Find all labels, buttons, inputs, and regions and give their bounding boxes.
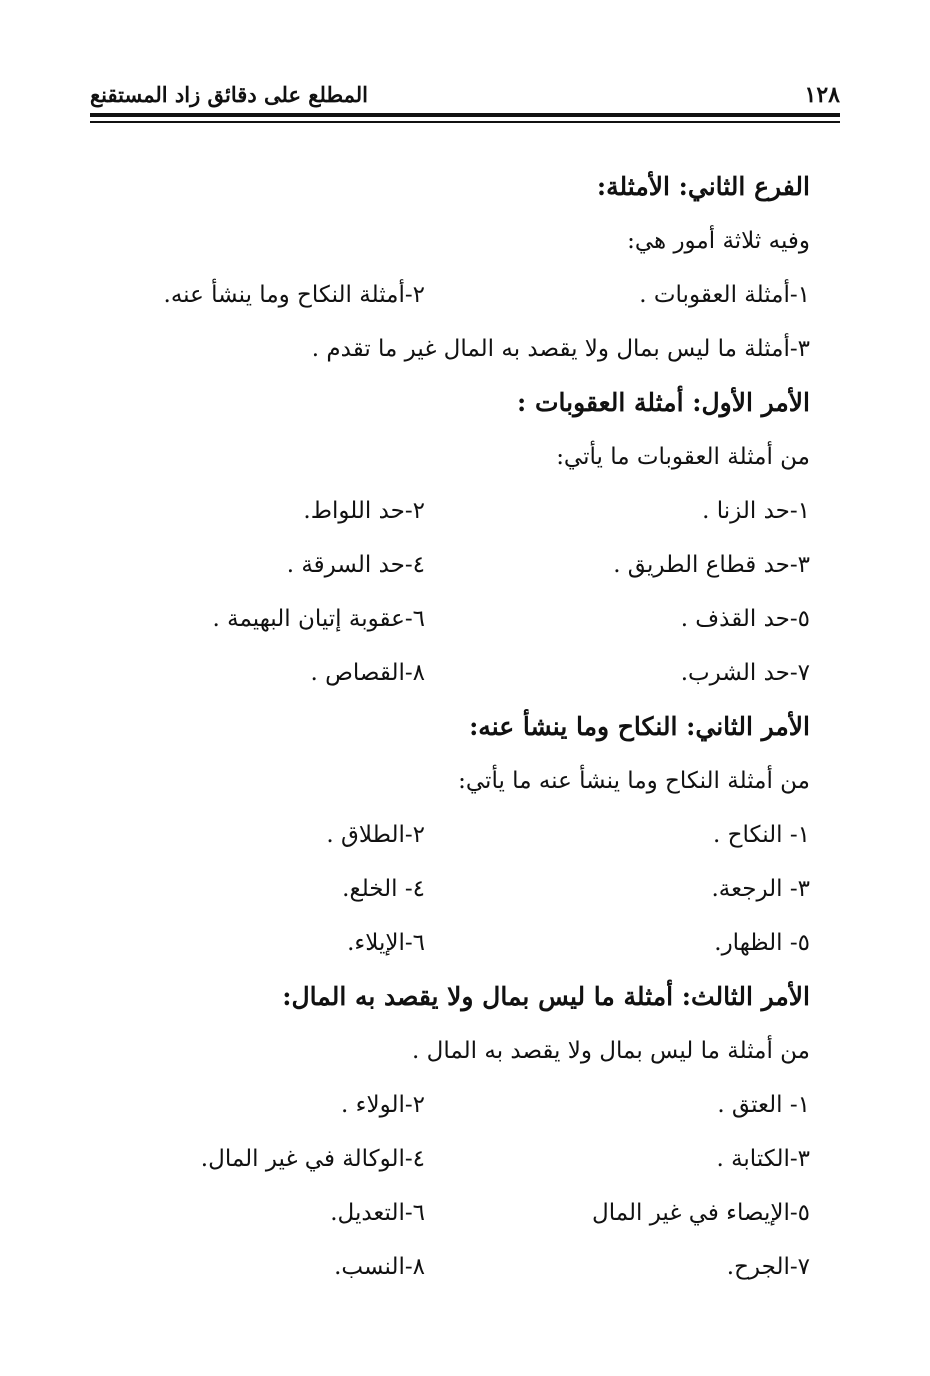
- list-row: [120, 1132, 810, 1186]
- part2-heading: الأمر الثاني: النكاح وما ينشأ عنه:: [469, 712, 810, 741]
- list-item: ٦-الإيلاء.: [347, 930, 425, 956]
- list-row: [120, 538, 810, 592]
- part1-heading: الأمر الأول: أمثلة العقوبات :: [517, 388, 810, 417]
- list-row: [120, 862, 810, 916]
- list-item: ٧-الجرح.: [726, 1254, 810, 1280]
- list-item: ٦-التعديل.: [330, 1200, 425, 1226]
- list-item: ٢-الولاء .: [341, 1092, 425, 1118]
- part3-heading: الأمر الثالث: أمثلة ما ليس بمال ولا يقصد به المال:: [282, 982, 810, 1011]
- list-item: ٣-الكتابة .: [716, 1146, 810, 1172]
- list-row: [120, 1186, 810, 1240]
- page-header: [90, 80, 840, 110]
- header-rule-thin: [90, 121, 840, 123]
- list-item: ٤-حد السرقة .: [286, 552, 425, 578]
- list-row: [120, 1240, 810, 1294]
- list-item: ٦-عقوبة إتيان البهيمة .: [212, 606, 425, 632]
- list-item: ٥- الظهار.: [714, 930, 810, 956]
- list-item: ١- النكاح .: [713, 822, 810, 848]
- part1-intro: من أمثلة العقوبات ما يأتي:: [556, 444, 810, 470]
- list-row: [120, 646, 810, 700]
- list-item: ١- العتق .: [717, 1092, 810, 1118]
- part2-intro: من أمثلة النكاح وما ينشأ عنه ما يأتي:: [458, 768, 810, 794]
- list-item: ٢-أمثلة النكاح وما ينشأ عنه.: [163, 282, 425, 308]
- part3-intro: من أمثلة ما ليس بمال ولا يقصد به المال .: [412, 1038, 810, 1064]
- list-item: ٤- الخلع.: [342, 876, 425, 902]
- list-row: [120, 268, 810, 322]
- list-item: ٢-الطلاق .: [326, 822, 425, 848]
- list-item: ١-حد الزنا .: [702, 498, 810, 524]
- list-item: ٨-القصاص .: [310, 660, 425, 686]
- list-item: ٥-حد القذف .: [680, 606, 810, 632]
- header-rule-thick: [90, 113, 840, 117]
- list-item: ١-أمثلة العقوبات .: [639, 282, 810, 308]
- list-row: [120, 808, 810, 862]
- section-heading: الفرع الثاني: الأمثلة:: [596, 172, 810, 201]
- list-row: [120, 592, 810, 646]
- list-item: ٥-الإيصاء في غير المال: [592, 1200, 810, 1226]
- list-row: [120, 484, 810, 538]
- list-item: ٧-حد الشرب.: [680, 660, 810, 686]
- list-item: ٣-حد قطاع الطريق .: [613, 552, 810, 578]
- list-item: ٨-النسب.: [334, 1254, 425, 1280]
- list-row: [120, 916, 810, 970]
- list-item: ٢-حد اللواط.: [303, 498, 425, 524]
- section-intro: وفيه ثلاثة أمور هي:: [627, 228, 810, 254]
- list-item: ٤-الوكالة في غير المال.: [200, 1146, 425, 1172]
- running-title: المطلع على دقائق زاد المستقنع: [90, 82, 369, 107]
- page-body: [120, 160, 810, 1294]
- list-row: [120, 1078, 810, 1132]
- list-item: ٣-أمثلة ما ليس بمال ولا يقصد به المال غير ما تقدم .: [311, 336, 810, 362]
- page-number: ١٢٨: [804, 82, 840, 108]
- list-item: ٣- الرجعة.: [711, 876, 810, 902]
